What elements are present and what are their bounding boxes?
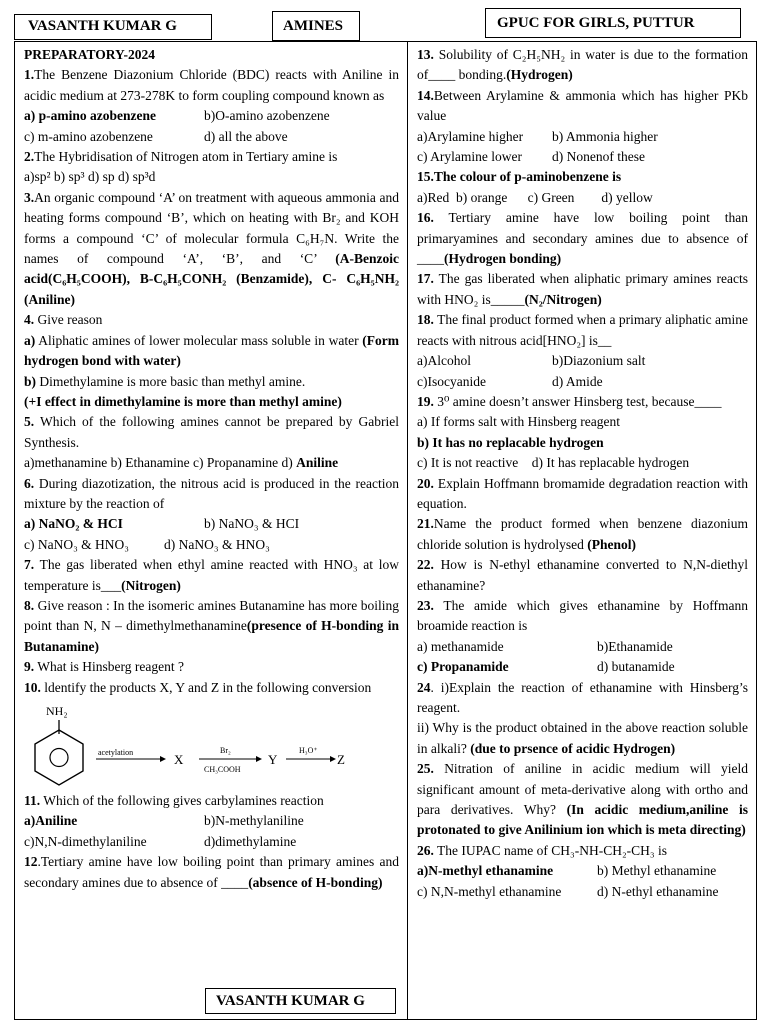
q3-number: 3. [24, 189, 35, 205]
q16-answer: (Hydrogen bonding) [444, 251, 562, 267]
arrow-3-head [330, 756, 336, 762]
q11-number: 11. [24, 793, 41, 808]
q5-text: Which of the following amines cannot be prepared by Gabriel Synthesis. [24, 414, 399, 450]
q23-text: The amide which gives ethanamine by Hoffmann broamide reaction is [417, 597, 748, 634]
reaction-scheme-svg [24, 701, 400, 787]
q22-number: 22. [417, 557, 434, 573]
q1-option-b: b)O-amino azobenzene [204, 108, 330, 124]
q1-options-row1 [24, 106, 399, 126]
left-column [14, 41, 408, 1020]
q11-option-c: c)N,N-dimethylaniline [24, 833, 147, 849]
q19-text: 3⁰ amine doesn’t answer Hinsberg test, because____ [437, 393, 722, 409]
q7-text: The gas liberated when ethyl amine reacted with HNO₃ at low temperature is___ [24, 557, 399, 593]
q4-number: 4. [24, 312, 35, 328]
q23-option-b: b)Ethanamide [597, 638, 673, 654]
q18-option-c: c)Isocyanide [417, 373, 486, 389]
q6-options-row2 [24, 535, 399, 555]
q9-text: What is Hinsberg reagent ? [37, 659, 184, 675]
q18-options-row1 [417, 351, 748, 371]
q19-option-cd: c) It is not reactive d) It has replacable hydrogen [417, 455, 690, 471]
q1-text: The Benzene Diazonium Chloride (BDC) reacts with Aniline in acidic medium at 273-278K to form coupling compound known as [24, 67, 399, 103]
q26-option-b: b) Methyl ethanamine [597, 863, 717, 879]
q10-number: 10. [24, 679, 41, 695]
header-chapter: AMINES [283, 18, 344, 34]
q17-answer: (N₂/Nitrogen) [524, 291, 602, 307]
q3-text: An organic compound ‘A’ on treatment with aqueous ammonia and heating forms compound ‘B’, which on heating with Br₂ and KOH forms a compound ‘C’ of molecular formula C₆H₇N. Write the names of compound ‘A’, ‘B’, and ‘C’ [24, 189, 399, 267]
question-2 [24, 147, 399, 167]
q6-option-a: a) NaNO₂ & HCI [24, 516, 123, 532]
q6-option-b: b) NaNO₃ & HCI [204, 516, 300, 532]
q9-number: 9. [24, 659, 35, 675]
q12-text: .Tertiary amine have low boiling point than primary amines and secondary amines due to absence of ____ [24, 854, 399, 890]
question-21 [417, 514, 748, 555]
q4a-answer: (Form hydrogen bond with water) [24, 332, 399, 369]
q14-options-row2 [417, 147, 748, 167]
q1-option-d: d) all the above [204, 128, 288, 144]
product-x: X [174, 752, 184, 767]
q13-answer: (Hydrogen) [506, 67, 573, 83]
q18-number: 18. [417, 312, 434, 328]
q5-answer: Aniline [296, 455, 339, 471]
q1-option-a: a) p-amino azobenzene [24, 108, 156, 124]
question-17 [417, 269, 748, 310]
q6-number: 6. [24, 475, 35, 491]
q6-option-d: d) NaNO₃ & HNO₃ [164, 536, 270, 552]
q22-text: How is N-ethyl ethanamine converted to N,N-diethyl ethanamine? [417, 557, 748, 593]
acetic-acid-label: CH₃COOH [204, 765, 241, 774]
q2-number: 2. [24, 149, 35, 165]
q11-option-a: a)Aniline [24, 813, 78, 829]
question-22 [417, 555, 748, 596]
q14-option-d: d) Nonenof these [552, 149, 645, 165]
q24-number: 24 [417, 679, 431, 695]
acetylation-label: acetylation [98, 748, 134, 757]
q25-number: 25. [417, 761, 434, 777]
question-10 [24, 678, 399, 698]
q17-number: 17. [417, 271, 434, 287]
q14-option-b: b) Ammonia higher [552, 128, 658, 144]
q25-text: Nitration of aniline in acidic medium will yield significant amount of meta-derivative along with ortho and para derivatives. Why? [417, 761, 748, 818]
q24-answer: (due to prsence of acidic Hydrogen) [470, 740, 676, 756]
q23-options-row1 [417, 637, 748, 657]
benzene-aromatic-circle [50, 749, 68, 767]
q19-number: 19. [417, 393, 434, 409]
q23-option-a: a) methanamide [417, 638, 504, 654]
q11-options-row2 [24, 832, 399, 852]
question-11 [24, 791, 399, 811]
q1-number: 1. [24, 67, 35, 83]
q21-answer: (Phenol) [587, 536, 636, 552]
q4-part-b [24, 372, 399, 392]
q24-part-i: . i)Explain the reaction of ethanamine with Hinsberg’s reagent. [417, 679, 748, 715]
question-7 [24, 555, 399, 596]
product-z: Z [337, 752, 345, 767]
q11-option-b: b)N-methylaniline [204, 813, 304, 829]
header-college: GPUC FOR GIRLS, PUTTUR [497, 15, 695, 31]
q23-options-row2 [417, 657, 748, 677]
question-23 [417, 596, 748, 637]
header-college-box [485, 8, 741, 38]
question-6 [24, 474, 399, 515]
q8-answer: (presence of H-bonding in Butanamine) [24, 618, 399, 654]
arrow-2-head [256, 756, 262, 762]
question-19 [417, 392, 748, 412]
q3-answer: (A-Benzoic acid(C₆H₅COOH), B-C₆H₅CONH₂ (Benzamide), C- C₆H₅NH₂ (Aniline) [24, 251, 400, 307]
question-4 [24, 310, 399, 330]
question-15: 15.The colour of p-aminobenzene is [417, 169, 622, 185]
hydrolysis-label: H₃O⁺ [299, 746, 318, 755]
footer-author: VASANTH KUMAR G [216, 993, 365, 1009]
q6-option-c: c) NaNO₃ & HNO₃ [24, 536, 130, 552]
q26-number: 26. [417, 842, 434, 858]
q1-option-c: c) m-amino azobenzene [24, 128, 153, 144]
q1-options-row2 [24, 127, 399, 147]
q19-option-a: a) If forms salt with Hinsberg reagent [417, 414, 620, 430]
question-18 [417, 310, 748, 351]
q25-answer: (In acidic medium,aniline is protonated to give Anilinium ion which is meta directing) [417, 802, 748, 838]
product-y: Y [268, 752, 278, 767]
q4-part-a [24, 331, 399, 372]
q8-number: 8. [24, 597, 35, 613]
q20-number: 20. [417, 475, 434, 491]
q13-number: 13. [417, 47, 434, 62]
q24-part-ii [417, 718, 748, 759]
q26-option-d: d) N-ethyl ethanamine [597, 883, 719, 899]
q8-text: Give reason : In the isomeric amines Butanamine has more boiling point than N, N – dimethylmethanamine [24, 597, 399, 634]
header-author-box [14, 14, 212, 40]
q21-number: 21. [417, 516, 434, 532]
question-24 [417, 678, 748, 719]
q18-option-a: a)Alcohol [417, 353, 471, 369]
footer-author-box [205, 988, 396, 1014]
q6-options-row1 [24, 514, 399, 534]
q21-text: Name the product formed when benzene diazonium chloride solution is hydrolysed [417, 516, 748, 552]
q23-number: 23. [417, 597, 434, 613]
arrow-1-head [160, 756, 166, 762]
question-16 [417, 208, 748, 269]
q20-text: Explain Hoffmann bromamide degradation reaction with equation. [417, 475, 748, 511]
amine-group-label: NH₂ [46, 704, 68, 718]
q14-number: 14. [417, 87, 434, 103]
q23-option-d: d) butanamide [597, 659, 675, 675]
q7-answer: (Nitrogen) [121, 577, 181, 593]
q18-option-b: b)Diazonium salt [552, 353, 646, 369]
q6-text: During diazotization, the nitrous acid is produced in the reaction mixture by the reaction of [24, 475, 399, 511]
q4b-label: b) [24, 373, 37, 389]
question-26 [417, 841, 748, 861]
q10-text: ldentify the products X, Y and Z in the following conversion [44, 679, 372, 695]
q24-part-ii-text: ii) Why is the product obtained in the above reaction soluble in alkali? [417, 720, 748, 756]
q26-options-row1 [417, 861, 748, 881]
q23-option-c: c) Propanamide [417, 659, 509, 675]
question-3 [24, 188, 399, 310]
q15-options: a)Red b) orange c) Green d) yellow [417, 189, 653, 205]
q11-options-row1 [24, 811, 399, 831]
header-author: VASANTH KUMAR G [28, 18, 177, 34]
q18-text: The final product formed when a primary aliphatic amine reacts with nitrous acid[HNO₂] is__ [417, 312, 748, 348]
q4a-text: Aliphatic amines of lower molecular mass soluble in water [38, 332, 359, 348]
q14-text: Between Arylamine & ammonia which has higher PKb value [417, 87, 748, 124]
q11-option-d: d)dimethylamine [204, 833, 297, 849]
q11-text: Which of the following gives carbylamines reaction [43, 793, 324, 808]
q2-text: The Hybridisation of Nitrogen atom in Tertiary amine is [34, 149, 338, 165]
question-13 [417, 45, 748, 86]
q12-number: 12 [24, 854, 38, 870]
q13-text: Solubility of C₂H₅NH₂ in water is due to the formation of____ bonding. [417, 47, 749, 83]
right-column [407, 41, 757, 1020]
q5-options-text: a)methanamine b) Ethanamine c) Propanamine d) [24, 455, 293, 471]
header-chapter-box [272, 11, 360, 41]
question-25 [417, 759, 748, 841]
q4-text: Give reason [37, 312, 103, 328]
q2-options: a)sp² b) sp³ d) sp d) sp³d [24, 169, 156, 185]
q16-number: 16. [417, 210, 434, 226]
q17-text: The gas liberated when aliphatic primary amines reacts with HNO₂ is_____ [417, 271, 748, 307]
q10-reaction-diagram [24, 701, 399, 787]
bromine-label: Br₂ [220, 746, 231, 755]
question-8 [24, 596, 399, 657]
question-20 [417, 474, 748, 515]
q4b-answer: (+I effect in dimethylamine is more than methyl amine) [24, 393, 342, 409]
q7-number: 7. [24, 557, 35, 573]
page-title: PREPARATORY-2024 [24, 47, 156, 62]
question-5 [24, 412, 399, 453]
benzene-ring [35, 730, 83, 785]
question-14 [417, 86, 748, 127]
q18-options-row2 [417, 372, 748, 392]
q14-options-row1 [417, 127, 748, 147]
q5-number: 5. [24, 414, 35, 430]
q26-option-a: a)N-methyl ethanamine [417, 863, 554, 879]
q5-options [24, 453, 399, 473]
q19-option-b: b) It has no replacable hydrogen [417, 434, 604, 450]
q14-option-a: a)Arylamine higher [417, 128, 524, 144]
q18-option-d: d) Amide [552, 373, 603, 389]
q26-text: The IUPAC name of CH₃-NH-CH₂-CH₃ is [437, 842, 667, 858]
question-9 [24, 657, 399, 677]
q26-option-c: c) N,N-methyl ethanamine [417, 883, 562, 899]
q4a-label: a) [24, 332, 36, 348]
question-12 [24, 852, 399, 893]
q4b-text: Dimethylamine is more basic than methyl amine. [39, 373, 306, 389]
q12-answer: (absence of H-bonding) [248, 874, 383, 890]
q16-text: Tertiary amine have low boiling point than primaryamines and secondary amines due to absence of ____ [417, 210, 748, 267]
question-1 [24, 65, 399, 106]
q26-options-row2 [417, 882, 748, 902]
q14-option-c: c) Arylamine lower [417, 149, 522, 165]
